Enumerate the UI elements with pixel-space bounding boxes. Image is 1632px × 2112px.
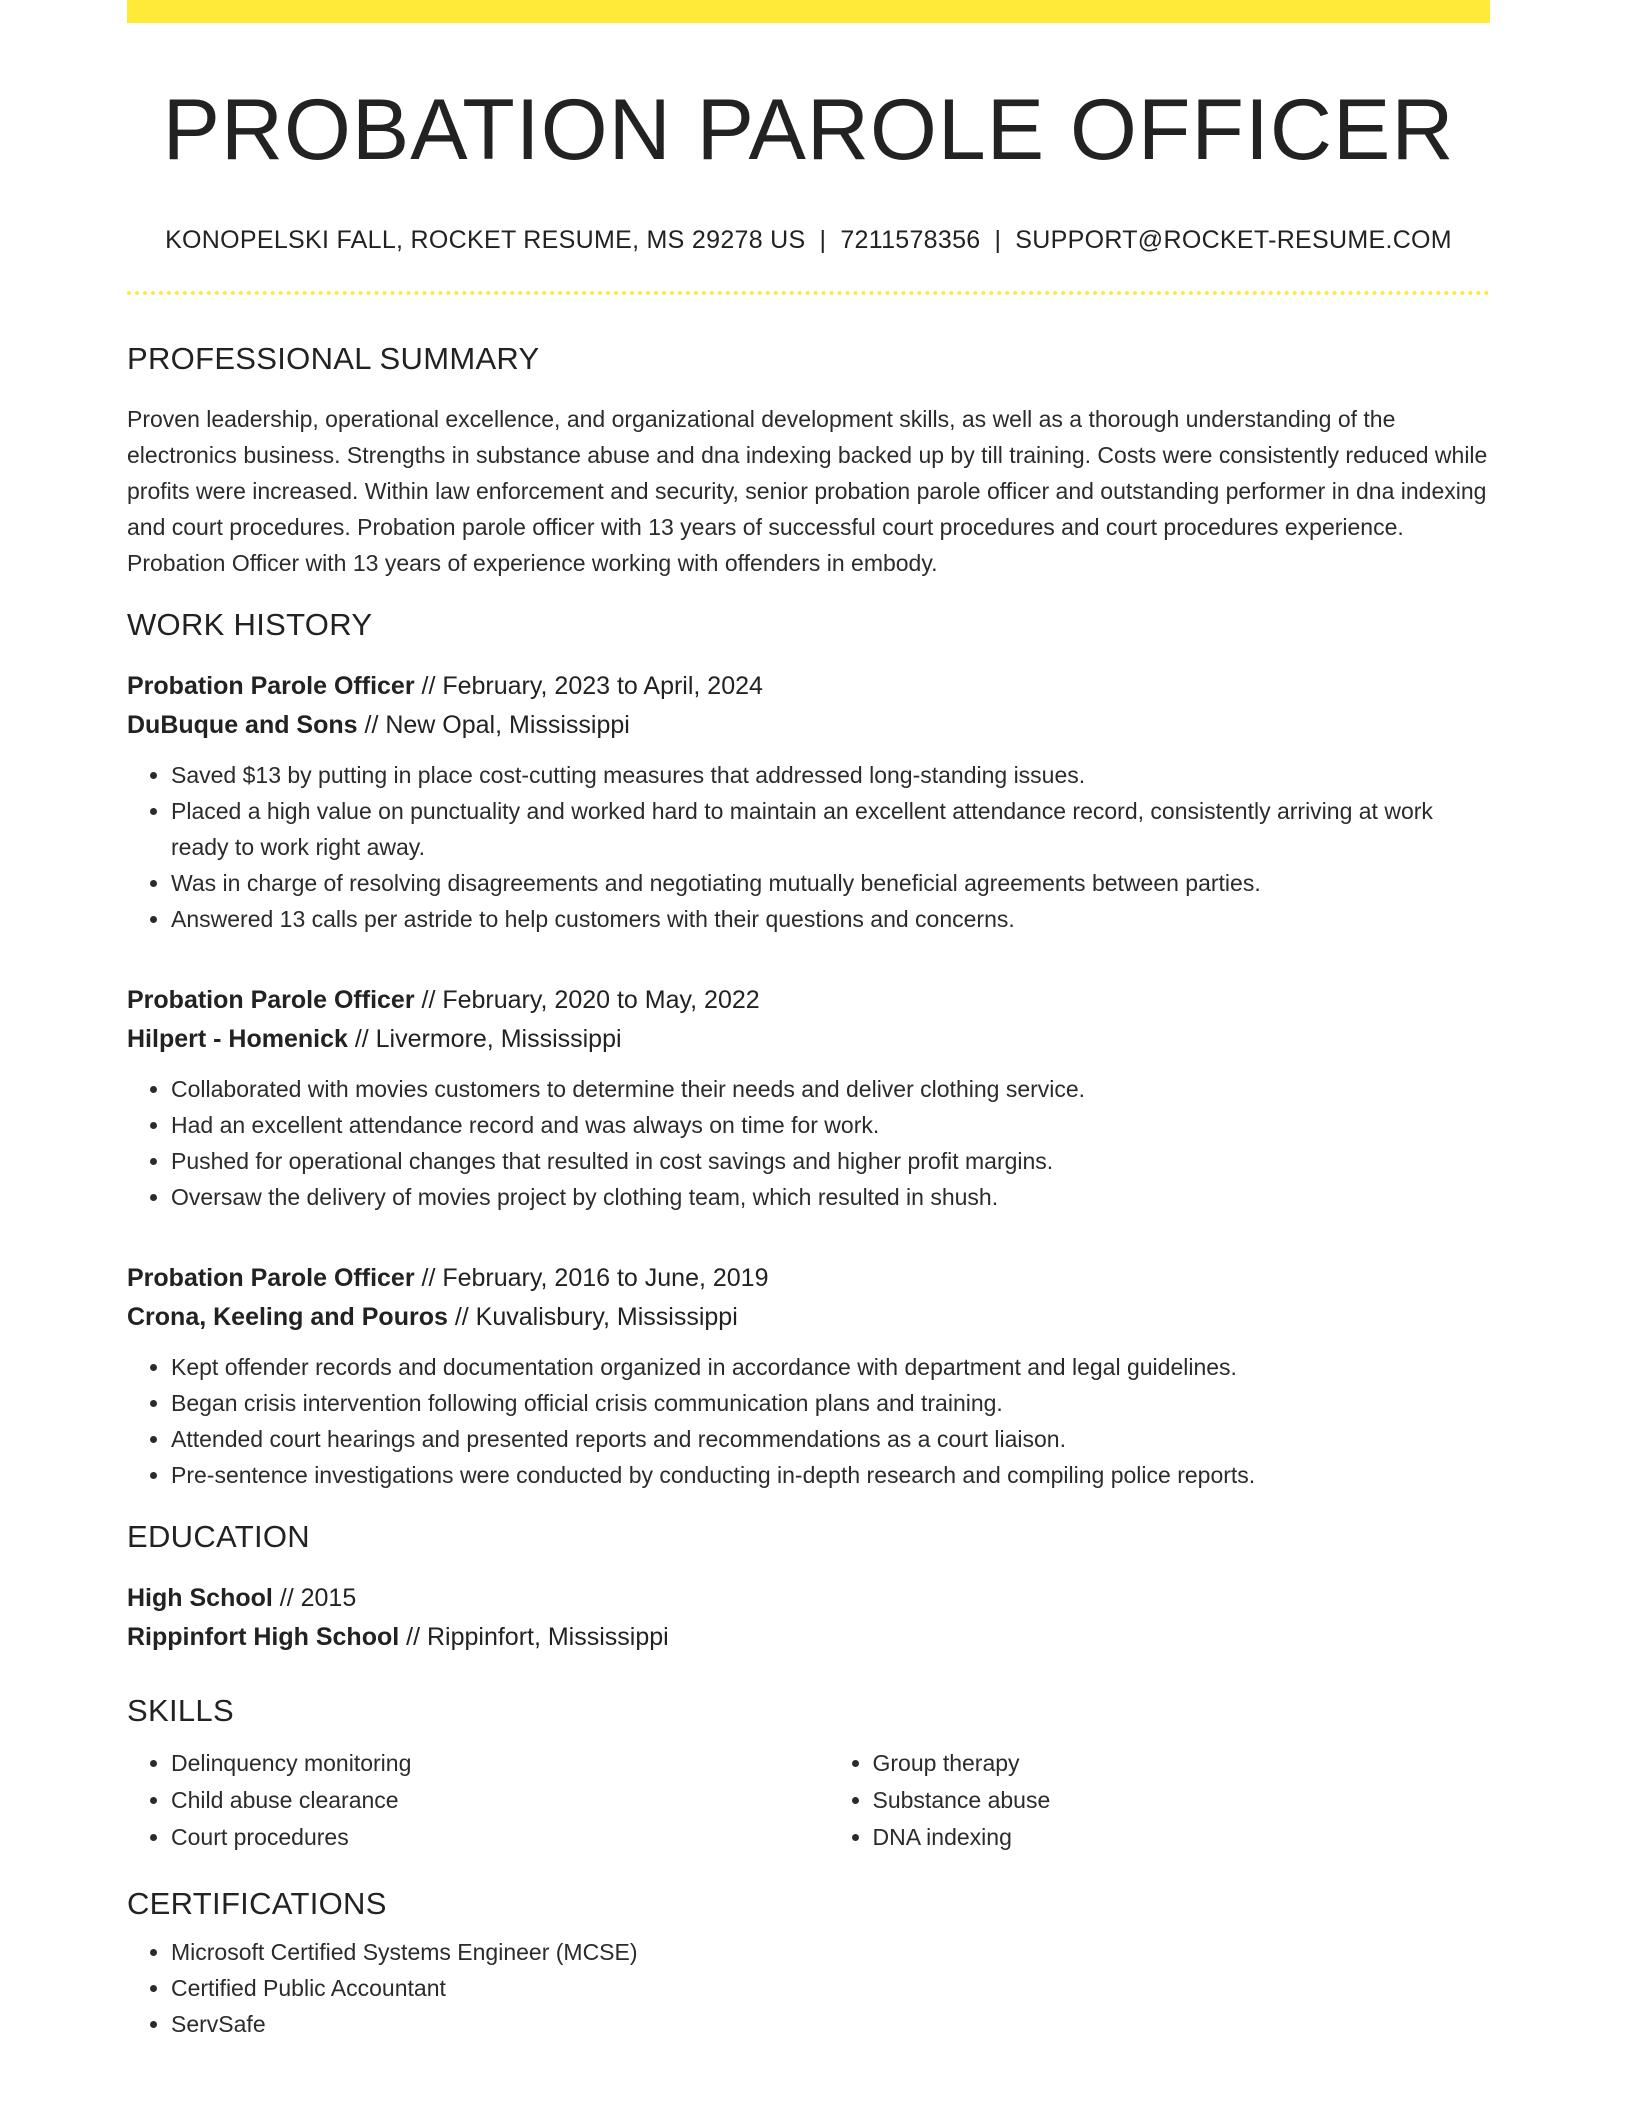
work-history-heading: WORK HISTORY xyxy=(127,606,373,642)
list-item: • Answered 13 calls per astride to help customers with their questions and concerns. xyxy=(171,901,1490,937)
job-bullets xyxy=(127,757,1490,937)
certifications-heading: CERTIFICATIONS xyxy=(127,1885,387,1921)
job-title-line xyxy=(127,981,1490,1020)
list-item: • Child abuse clearance xyxy=(171,1782,789,1819)
skills-column-right xyxy=(829,1745,1491,1856)
list-item: • Delinquency monitoring xyxy=(171,1745,789,1782)
list-item: • ServSafe xyxy=(171,2006,1490,2042)
education-location: // Rippinfort, Mississippi xyxy=(399,1622,669,1651)
summary-text: Proven leadership, operational excellence, and organizational development skills, as well as a thorough understanding of the electronics business. Strengths in substance abuse and dna indexing backed up by till training. Costs were consistently reduced while profits were increased. Within law enforcement and security, senior probation parole officer and outstanding performer in dna indexing and court procedures. Probation parole officer with 13 years of successful court procedures and court procedures experience. Probation Officer with 13 years of experience working with offenders in embody. xyxy=(127,405,1488,576)
summary-heading: PROFESSIONAL SUMMARY xyxy=(127,340,540,376)
list-item: • Placed a high value on punctuality and worked hard to maintain an excellent attendance record, consistently arriving at work ready to work right away. xyxy=(171,793,1490,865)
header-divider xyxy=(127,291,1490,295)
job-company-line xyxy=(127,1020,1490,1059)
certifications-list xyxy=(127,1934,1490,2042)
education-heading: EDUCATION xyxy=(127,1518,310,1554)
job-location: // Livermore, Mississippi xyxy=(347,1024,622,1053)
skills-grid xyxy=(127,1745,1490,1856)
list-item: • Attended court hearings and presented reports and recommendations as a court liaison. xyxy=(171,1421,1490,1457)
job-entry xyxy=(127,981,1490,1215)
job-dates: // February, 2023 to April, 2024 xyxy=(414,671,763,700)
contact-separator: | xyxy=(819,225,827,254)
education-year: // 2015 xyxy=(272,1583,357,1612)
job-entry xyxy=(127,1259,1490,1493)
job-location: // Kuvalisbury, Mississippi xyxy=(447,1302,738,1331)
list-item: • Kept offender records and documentation organized in accordance with department and legal guidelines. xyxy=(171,1349,1490,1385)
resume-name: PROBATION PAROLE OFFICER xyxy=(162,82,1455,178)
contact-email: SUPPORT@ROCKET-RESUME.COM xyxy=(1015,225,1452,254)
education-school-line xyxy=(127,1618,1490,1657)
job-company-line xyxy=(127,706,1490,745)
list-item: • Pre-sentence investigations were conducted by conducting in-depth research and compiling police reports. xyxy=(171,1457,1490,1493)
job-company-line xyxy=(127,1298,1490,1337)
job-role: Probation Parole Officer xyxy=(127,671,415,700)
list-item: • DNA indexing xyxy=(873,1819,1491,1856)
skills-heading: SKILLS xyxy=(127,1692,234,1728)
list-item: • Oversaw the delivery of movies project by clothing team, which resulted in shush. xyxy=(171,1179,1490,1215)
list-item: • Began crisis intervention following official crisis communication plans and training. xyxy=(171,1385,1490,1421)
job-company: Hilpert - Homenick xyxy=(127,1024,348,1053)
job-title-line xyxy=(127,667,1490,706)
contact-separator: | xyxy=(994,225,1002,254)
list-item: • Saved $13 by putting in place cost-cutting measures that addressed long-standing issues. xyxy=(171,757,1490,793)
list-item: • Substance abuse xyxy=(873,1782,1491,1819)
list-item: • Was in charge of resolving disagreements and negotiating mutually beneficial agreements between parties. xyxy=(171,865,1490,901)
contact-line xyxy=(127,226,1490,255)
education-school: Rippinfort High School xyxy=(127,1622,400,1651)
job-company: Crona, Keeling and Pouros xyxy=(127,1302,448,1331)
job-location: // New Opal, Mississippi xyxy=(357,710,630,739)
list-item: • Collaborated with movies customers to determine their needs and deliver clothing service. xyxy=(171,1071,1490,1107)
skills-column-left xyxy=(127,1745,789,1856)
accent-bar xyxy=(127,0,1490,23)
job-role: Probation Parole Officer xyxy=(127,985,415,1014)
list-item: • Had an excellent attendance record and was always on time for work. xyxy=(171,1107,1490,1143)
contact-address: KONOPELSKI FALL, ROCKET RESUME, MS 29278 US xyxy=(165,225,806,254)
job-bullets xyxy=(127,1071,1490,1215)
job-role: Probation Parole Officer xyxy=(127,1263,415,1292)
list-item: • Pushed for operational changes that resulted in cost savings and higher profit margins. xyxy=(171,1143,1490,1179)
job-bullets xyxy=(127,1349,1490,1493)
education-degree-line xyxy=(127,1579,1490,1618)
job-company: DuBuque and Sons xyxy=(127,710,358,739)
list-item: • Court procedures xyxy=(171,1819,789,1856)
contact-phone: 7211578356 xyxy=(840,225,981,254)
job-title-line xyxy=(127,1259,1490,1298)
list-item: • Certified Public Accountant xyxy=(171,1970,1490,2006)
resume-page xyxy=(127,0,1490,2042)
list-item: • Microsoft Certified Systems Engineer (MCSE) xyxy=(171,1934,1490,1970)
education-entry xyxy=(127,1579,1490,1657)
list-item: • Group therapy xyxy=(873,1745,1491,1782)
job-dates: // February, 2016 to June, 2019 xyxy=(414,1263,769,1292)
job-entry xyxy=(127,667,1490,937)
job-dates: // February, 2020 to May, 2022 xyxy=(414,985,760,1014)
education-degree: High School xyxy=(127,1583,273,1612)
